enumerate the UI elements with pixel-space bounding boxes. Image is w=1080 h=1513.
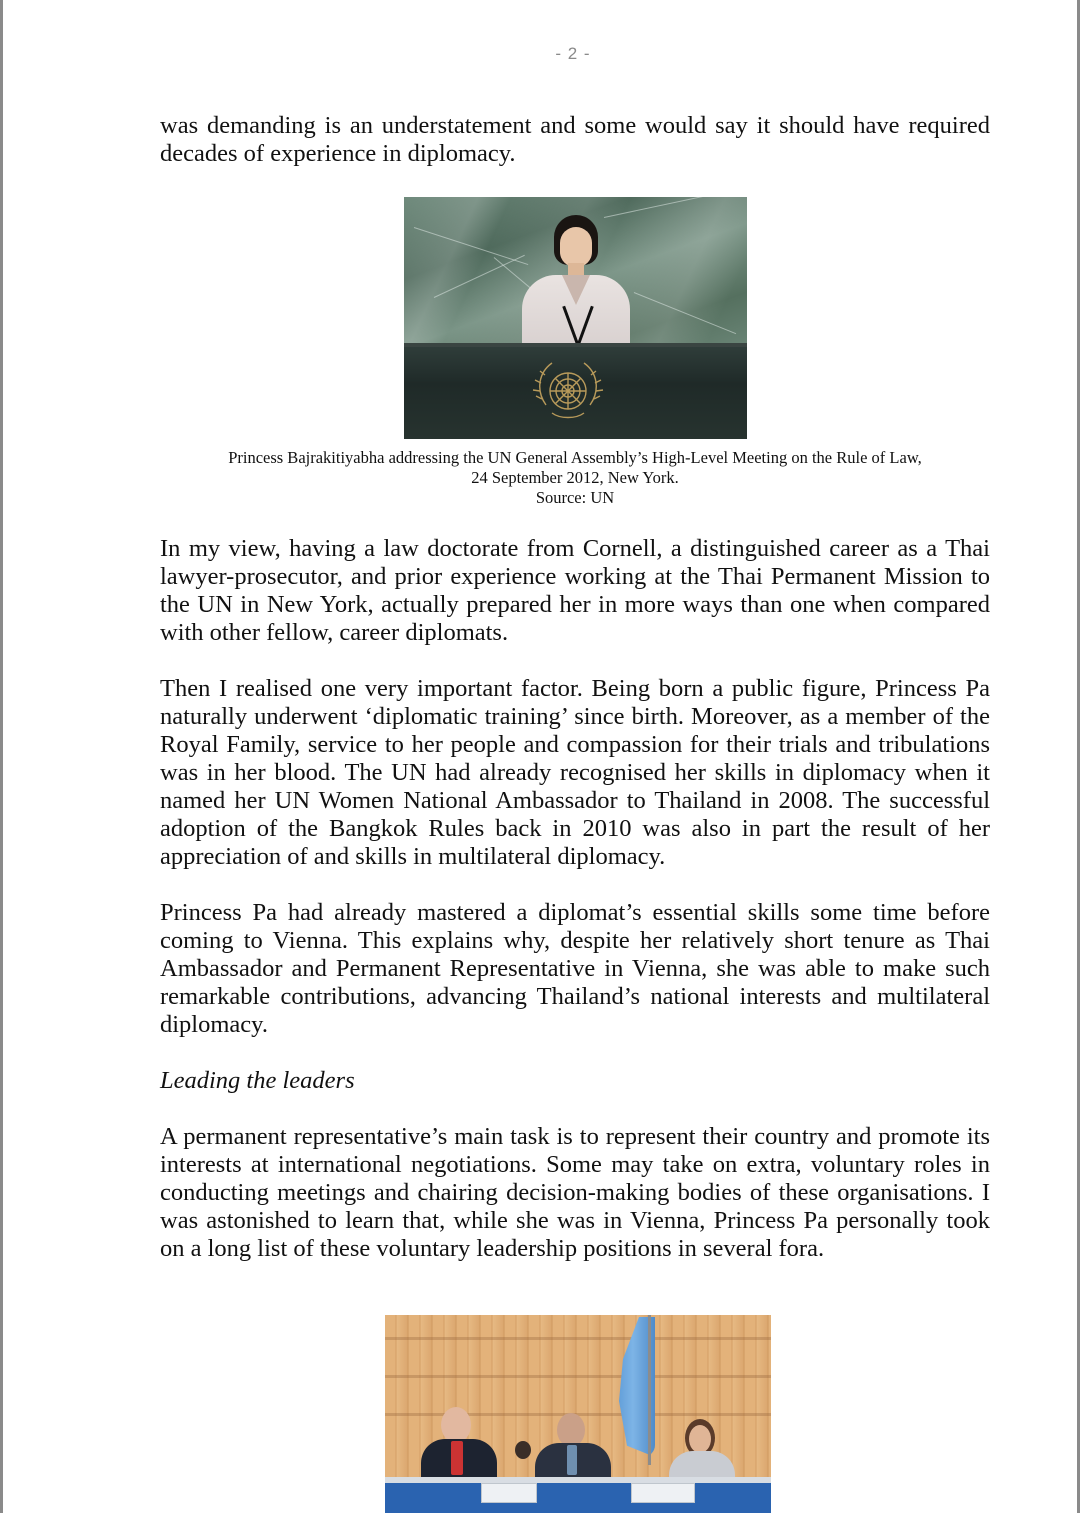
speaker-face (560, 227, 592, 267)
paragraph-royal-family: Then I realised one very important factor. Being born a public figure, Princess Pa naturally underwent ‘diplomatic training’ since birth. Moreover, as a member of the Royal Family, service to her people and compassion for their trials and tribulations was in her blood. The UN had already recognised her skills in diplomacy when it named her UN Women National Ambassador to Thailand in 2008. The successful adoption of the Bangkok Rules back in 2010 was also in part the result of her appreciation of and skills in multilateral diplomacy. (160, 675, 990, 870)
paragraph-vienna: Princess Pa had already mastered a diplomat’s essential skills some time before coming to Vienna. This explains why, despite her relatively short tenure as Thai Ambassador and Permanent Representative in Vienna, she was able to make such remarkable contributions, advancing Thailand’s national interests and multilateral diplomacy. (160, 899, 990, 1038)
caption-line-2: 24 September 2012, New York. (471, 468, 679, 487)
panel-desk (385, 1483, 771, 1513)
panelist-right-face (689, 1425, 711, 1453)
vienna-panel-photo (385, 1315, 771, 1513)
intro-paragraph (160, 112, 990, 168)
panelist-left-tie (451, 1441, 463, 1475)
wood-band (385, 1375, 771, 1378)
nameplate (481, 1483, 537, 1503)
un-general-assembly-photo (404, 197, 747, 439)
page-number: - 2 - (555, 44, 591, 63)
caption-line-3: Source: UN (535, 488, 615, 507)
paragraph-permanent-representative: A permanent representative’s main task is to represent their country and promote its interests at international negotiations. Some may take on extra, voluntary roles in conducting meetings and chairing decision-making bodies of these organisations. I was astonished to learn that, while she was in Vienna, Princess Pa personally took on a long list of these voluntary leadership positions in several fora. (160, 1123, 990, 1262)
un-emblem-icon (528, 355, 608, 429)
panelist-center-tie (567, 1445, 577, 1475)
flag-pole (648, 1315, 651, 1465)
background-attendee-head (515, 1441, 531, 1459)
panelist-center-head (557, 1413, 585, 1447)
figure1-caption (160, 448, 990, 508)
panelist-left-head (441, 1407, 471, 1443)
section-heading: Leading the leaders (160, 1067, 355, 1094)
intro-line-1: was demanding is an understatement and some would say it should have required (160, 112, 990, 139)
paragraph-career: In my view, having a law doctorate from Cornell, a distinguished career as a Thai lawyer-prosecutor, and prior experience working at the Thai Permanent Mission to the UN in New York, actually prepared her in more ways than one when compared with other fellow, career diplomats. (160, 535, 990, 646)
nameplate (631, 1483, 695, 1503)
intro-line-2: decades of experience in diplomacy. (160, 140, 516, 167)
wood-band (385, 1337, 771, 1340)
caption-line-1: Princess Bajrakitiyabha addressing the UN General Assembly’s High-Level Meeting on the Rule of Law, (228, 448, 922, 467)
